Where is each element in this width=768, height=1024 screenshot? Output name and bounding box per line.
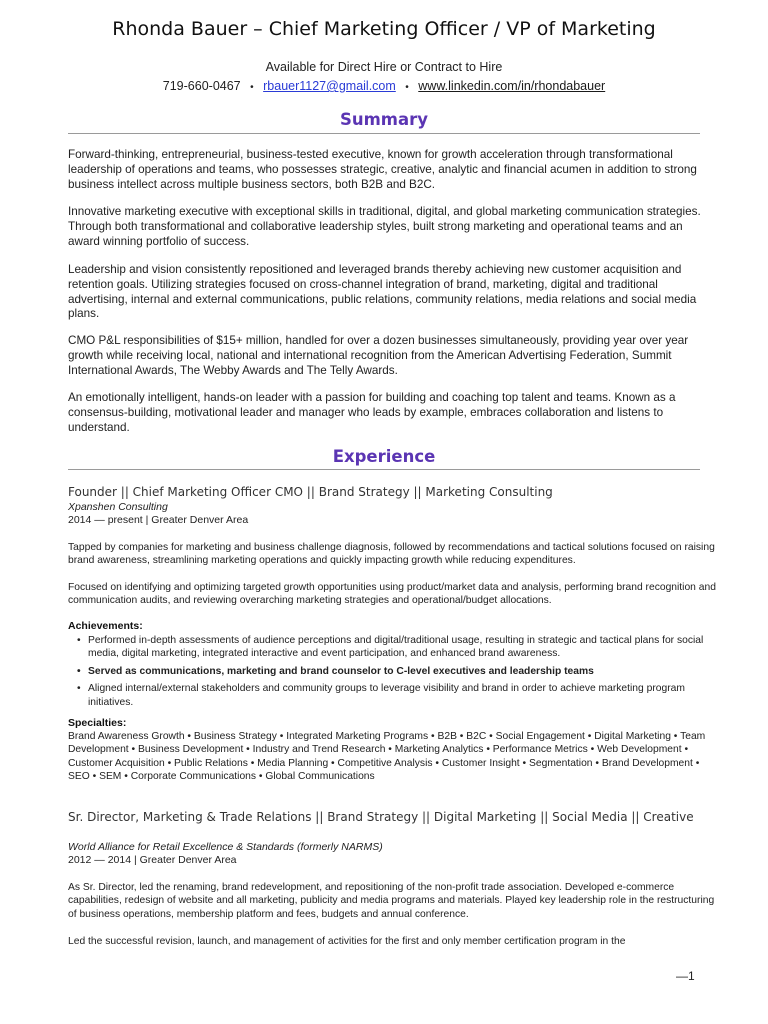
company-name: Xpanshen Consulting xyxy=(68,501,168,513)
list-item xyxy=(68,665,718,678)
page-title: Rhonda Bauer – Chief Marketing Officer / VP of Marketing xyxy=(112,18,656,40)
email-link[interactable]: rbauer1127@gmail.com xyxy=(263,79,396,93)
job-dates: 2014 — present | Greater Denver Area xyxy=(68,514,249,526)
achievements-label: Achievements: xyxy=(68,620,143,632)
experience-heading: Experience xyxy=(332,447,436,466)
linkedin-link[interactable]: www.linkedin.com/in/rhondabauer xyxy=(418,79,606,93)
company-name: World Alliance for Retail Excellence & Standards (formerly NARMS) xyxy=(68,841,383,853)
job-description: As Sr. Director, led the renaming, brand redevelopment, and repositioning of the non-profit trade association. Developed e-commerce capabilities, redesign of website and all marketing, publicity and media programs and materials. Played key leadership role in the restructuring of business operations, membership platform and fees, budgets and annual conference. xyxy=(68,882,715,920)
section-divider xyxy=(68,133,700,134)
list-item xyxy=(68,682,718,709)
job-dates: 2012 — 2014 | Greater Denver Area xyxy=(68,854,237,866)
job-description: Tapped by companies for marketing and business challenge diagnosis, followed by recommendations and tactical solutions focused on raising brand awareness, streamlining marketing operations and quickly impacting growth while reducing expenditures. xyxy=(68,542,715,567)
section-divider xyxy=(68,469,700,470)
list-item xyxy=(68,634,718,661)
contact-line xyxy=(0,79,768,93)
bullet-icon: • xyxy=(77,683,81,695)
achievement-text: Aligned internal/external stakeholders and community groups to leverage visibility and brand in order to achieve marketing program initiatives. xyxy=(88,683,685,708)
availability-line: Available for Direct Hire or Contract to Hire xyxy=(265,60,503,74)
job-description: Led the successful revision, launch, and management of activities for the first and only member certification program in the xyxy=(68,936,626,947)
summary-paragraph: Forward-thinking, entrepreneurial, business-tested executive, known for growth acceleration through transformational leadership of operations and teams, who possesses strategic, creative, analytic and financial acumen in addition to strong business intellect across multiple business sectors, both B2B and B2C. xyxy=(68,148,697,191)
job-description: Focused on identifying and optimizing targeted growth opportunities using product/market data and analysis, performing brand recognition and communication audits, and reviewing overarching marketing strategies and operational/budget allocations. xyxy=(68,582,716,607)
separator: • xyxy=(405,82,409,93)
summary-paragraph: An emotionally intelligent, hands-on leader with a passion for building and coaching top talent and teams. Known as a consensus-building, motivational leader and manager who leads by example, embraces collaboration and listens to understand. xyxy=(68,391,676,434)
summary-paragraph: Innovative marketing executive with exceptional skills in traditional, digital, and global marketing communication strategies. Through both transformational and collaborative leadership styles, built strong marketing and operational teams and an award winning portfolio of success. xyxy=(68,205,701,248)
achievement-text: Performed in-depth assessments of audience perceptions and digital/traditional usage, resulting in strategic and tactical plans for social media, digital marketing, integrated interactive and event participation, and enhanced brand awareness. xyxy=(88,635,704,660)
summary-paragraph: Leadership and vision consistently repositioned and leveraged brands thereby achieving new customer acquisition and retention goals. Utilizing strategies focused on cross-channel integration of brand, marketing, digital and traditional advertising, internal and external communications, public relations, community relations, media relations and social media plans. xyxy=(68,263,697,321)
achievements-list xyxy=(68,634,718,713)
specialties-label: Specialties: xyxy=(68,717,127,729)
specialties-text: Brand Awareness Growth • Business Strategy • Integrated Marketing Programs • B2B • B2C • Social Engagement • Digital Marketing • Team Development • Business Development • Industry and Trend Research • Marketing Analytics • Performance Metrics • Web Development • Customer Acquisition • Public Relations • Media Planning • Competitive Analysis • Customer Insight • Segmentation • Brand Development • SEO • SEM • Corporate Communications • Global Communications xyxy=(68,731,706,783)
phone-number: 719-660-0467 xyxy=(162,79,241,93)
separator: • xyxy=(250,82,254,93)
page-number: —1 xyxy=(676,969,695,983)
job-title: Founder || Chief Marketing Officer CMO || Brand Strategy || Marketing Consulting xyxy=(68,485,553,499)
bullet-icon: • xyxy=(77,665,81,677)
achievement-text: Served as communications, marketing and brand counselor to C-level executives and leadership teams xyxy=(88,665,594,677)
summary-paragraph: CMO P&L responsibilities of $15+ million, handled for over a dozen businesses simultaneously, providing year over year growth while receiving local, national and international recognition from the American Advertising Federation, Summit International Awards, The Webby Awards and The Telly Awards. xyxy=(68,334,689,377)
job-title: Sr. Director, Marketing & Trade Relations || Brand Strategy || Digital Marketing || Social Media || Creative xyxy=(68,810,694,824)
bullet-icon: • xyxy=(77,635,81,646)
summary-heading: Summary xyxy=(339,110,429,129)
